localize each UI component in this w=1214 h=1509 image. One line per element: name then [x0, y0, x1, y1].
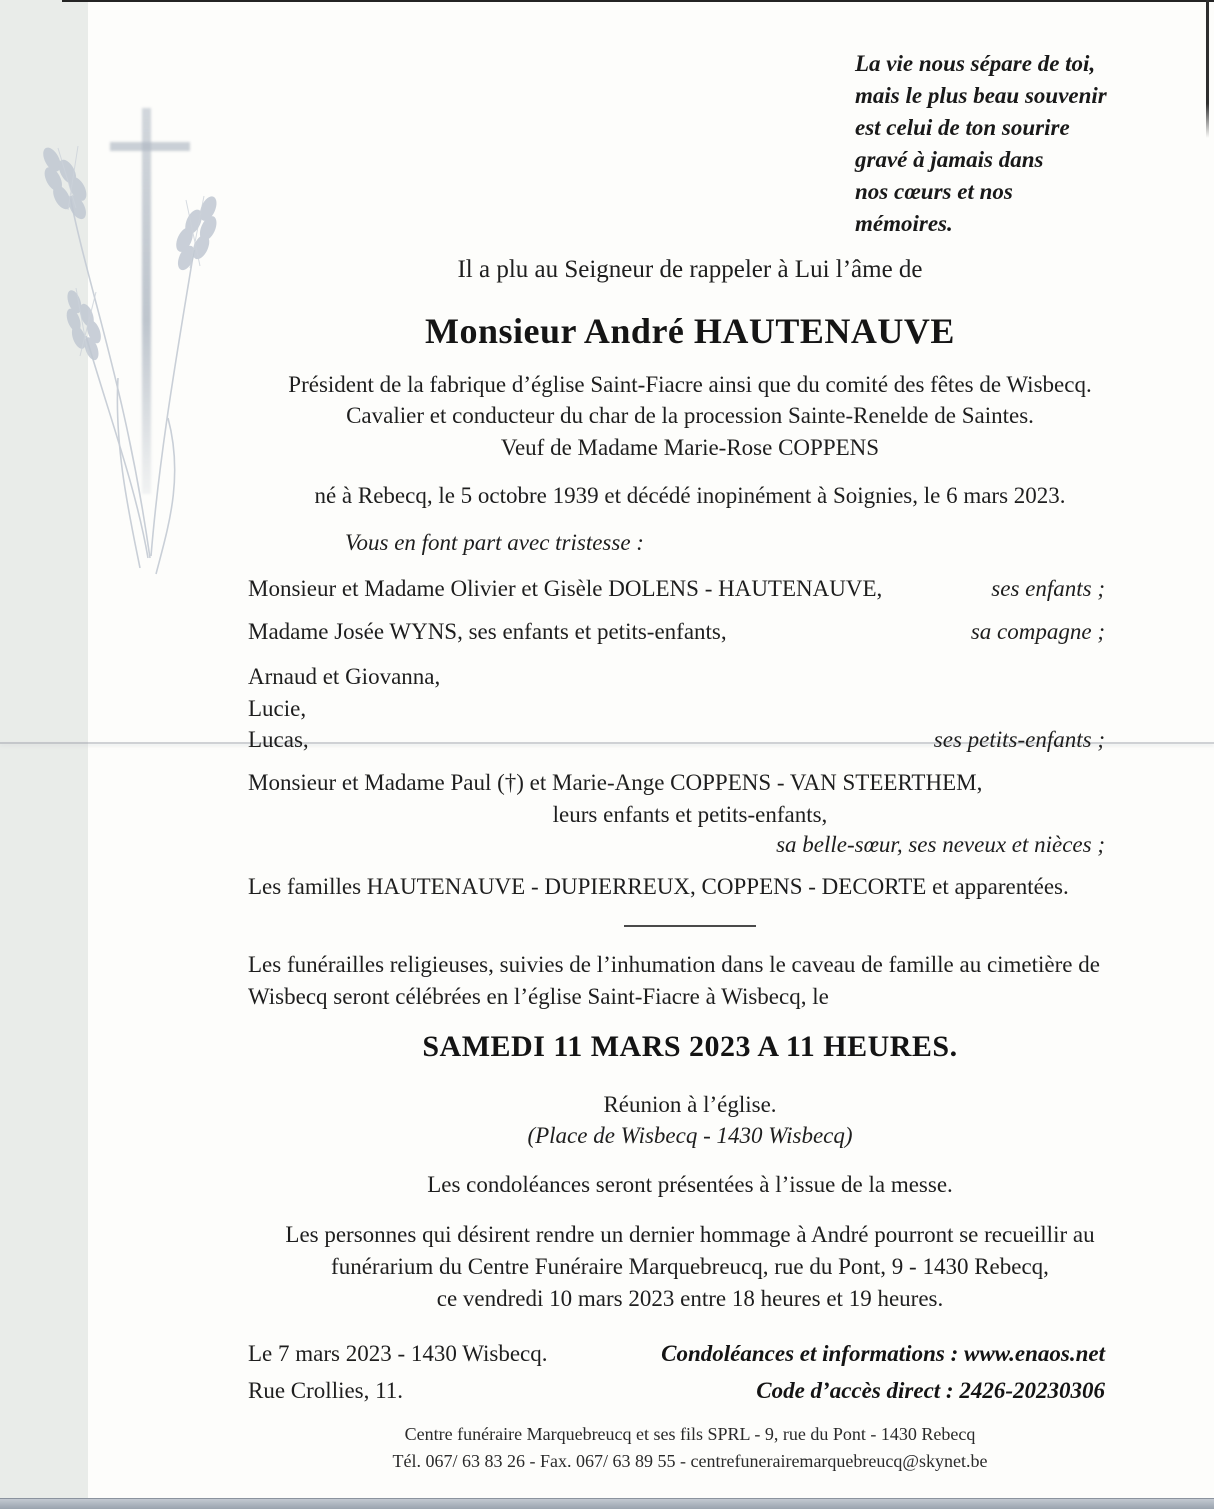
visitation-line: funérarium du Centre Funéraire Marquebreucq, rue du Pont, 9 - 1430 Rebecq,	[331, 1254, 1049, 1279]
cross-wheat-watermark-icon	[18, 88, 250, 580]
title-line: Président de la fabrique d’église Saint-Fiacre ainsi que du comité des fêtes de Wisbecq.	[288, 372, 1092, 397]
relative-names: Monsieur et Madame Olivier et Gisèle DOLENS - HAUTENAUVE,	[248, 576, 883, 601]
title-line: Cavalier et conducteur du char de la procession Sainte-Renelde de Saintes.	[346, 403, 1034, 428]
visitation-line: Les personnes qui désirent rendre un dernier hommage à André pourront se recueillir au	[285, 1222, 1095, 1247]
funeral-line: Les funérailles religieuses, suivies de l’inhumation dans le caveau de famille au cimetière de	[248, 952, 1100, 977]
relative-relation: sa belle-sœur, ses neveux et nièces ;	[776, 832, 1105, 857]
relative-relation: sa compagne ;	[970, 619, 1105, 644]
visitation-line: ce vendredi 10 mars 2023 entre 18 heures et 19 heures.	[436, 1286, 944, 1311]
poem-line: nos cœurs et nos	[855, 179, 1013, 204]
funeral-line: Wisbecq seront célébrées en l’église Saint-Fiacre à Wisbecq, le	[248, 984, 829, 1009]
meeting-place: (Place de Wisbecq - 1430 Wisbecq)	[527, 1123, 853, 1148]
ceremony-datetime: SAMEDI 11 MARS 2023 A 11 HEURES.	[422, 1030, 958, 1063]
access-code: Code d’accès direct : 2426-20230306	[756, 1378, 1105, 1403]
condolences-info-block	[661, 1335, 1105, 1409]
birth-death-line: né à Rebecq, le 5 octobre 1939 et décédé inopinément à Soignies, le 6 mars 2023.	[314, 483, 1066, 508]
poem-line: La vie nous sépare de toi,	[855, 51, 1096, 76]
relative-names: Monsieur et Madame Paul (†) et Marie-Ange COPPENS - VAN STEERTHEM,	[248, 770, 983, 795]
families-line: Les familles HAUTENAUVE - DUPIERREUX, COPPENS - DECORTE et apparentées.	[248, 874, 1069, 899]
scan-right-edge	[1206, 0, 1209, 138]
poem-line: est celui de ton sourire	[855, 115, 1070, 140]
poem-line: mémoires.	[855, 211, 953, 236]
deceased-name: Monsieur André HAUTENAUVE	[425, 311, 955, 351]
funeral-home-contact: Tél. 067/ 63 83 26 - Fax. 067/ 63 89 55 - centrefunerairemarquebreucq@skynet.be	[392, 1451, 988, 1471]
dateline-block	[248, 1335, 548, 1409]
condolences-info: Condoléances et informations : www.enaos.net	[661, 1341, 1105, 1366]
notice-content	[230, 0, 1150, 1509]
address-line: Rue Crollies, 11.	[248, 1378, 404, 1403]
poem-line: gravé à jamais dans	[855, 147, 1044, 172]
grandchild-name: Lucie,	[248, 696, 307, 721]
grandchild-name: Lucas,	[248, 727, 309, 752]
condolences-note: Les condoléances seront présentées à l’issue de la messe.	[427, 1172, 953, 1197]
relative-relation: ses petits-enfants ;	[933, 727, 1105, 752]
relative-relation: ses enfants ;	[991, 576, 1105, 601]
section-divider	[624, 925, 756, 927]
widower-line: Veuf de Madame Marie-Rose COPPENS	[500, 435, 880, 460]
funeral-home-line: Centre funéraire Marquebreucq et ses fils SPRL - 9, rue du Pont - 1430 Rebecq	[404, 1424, 976, 1444]
poem-line: mais le plus beau souvenir	[855, 83, 1107, 108]
relative-sub-line: leurs enfants et petits-enfants,	[552, 802, 828, 827]
announce-intro: Vous en font part avec tristesse :	[345, 530, 644, 555]
intro-line: Il a plu au Seigneur de rappeler à Lui l’âme de	[457, 256, 923, 283]
grandchild-name: Arnaud et Giovanna,	[248, 664, 441, 689]
dateline: Le 7 mars 2023 - 1430 Wisbecq.	[248, 1341, 548, 1366]
meeting-line: Réunion à l’église.	[603, 1092, 777, 1117]
relative-names: Madame Josée WYNS, ses enfants et petits-enfants,	[248, 619, 727, 644]
